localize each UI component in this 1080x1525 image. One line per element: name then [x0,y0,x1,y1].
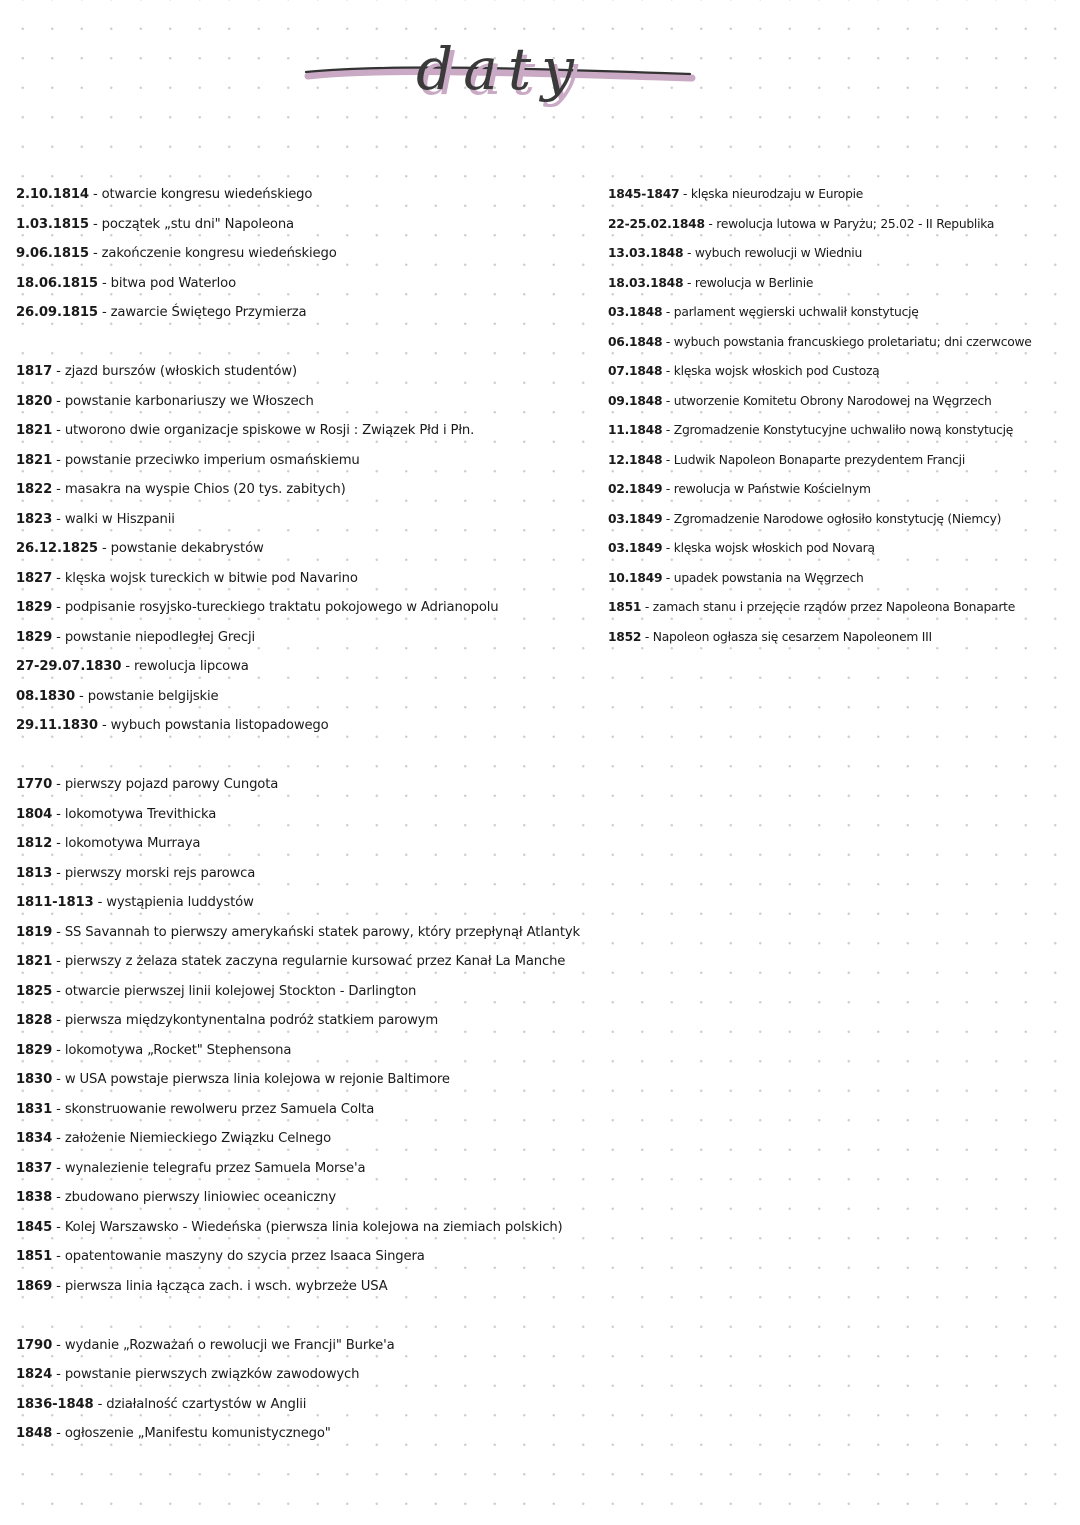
entry-text: wynalezienie telegrafu przez Samuela Morse'a [64,1160,366,1176]
entry-date: 1821 [16,452,53,468]
timeline-entry: 1813 - pierwszy morski rejs parowca [16,865,256,881]
entry-date: 03.1849 [608,511,663,526]
entry-text: zjazd burszów (włoskich studentów) [64,364,297,379]
entry-date: 09.1848 [608,393,663,408]
entry-date: 1829 [16,600,53,615]
entry-text: powstanie przeciwko imperium osmańskiemu [64,452,360,468]
entry-date: 29.11.1830 [16,718,98,733]
timeline-entry: 1827 - klęska wojsk tureckich w bitwie pod Navarino [16,570,358,586]
entry-date: 1831 [16,1101,53,1117]
group-social-ideas [16,1331,656,1449]
entry-date: 10.1849 [608,570,663,585]
timeline-entry: 10.1849 - upadek powstania na Węgrzech [608,570,864,585]
timeline-entry: 1845 - Kolej Warszawsko - Wiedeńska (pierwsza linia kolejowa na ziemiach polskich) [16,1219,563,1235]
entry-text: Ludwik Napoleon Bonaparte prezydentem Francji [673,452,966,467]
entry-date: 1824 [16,1367,53,1382]
entry-text: pierwszy z żelaza statek zaczyna regularnie kursować przez Kanał La Manche [64,954,566,969]
timeline-entry: 18.06.1815 - bitwa pod Waterloo [16,275,236,291]
entry-date: 9.06.1815 [16,246,89,261]
entry-date: 1837 [16,1160,53,1176]
entry-date: 1836-1848 [16,1396,94,1412]
entry-text: SS Savannah to pierwszy amerykański statek parowy, który przepłynął Atlantyk [64,924,581,940]
entry-date: 03.1848 [608,305,663,319]
entry-date: 1812 [16,836,53,851]
entry-date: 13.03.1848 [608,246,684,260]
entry-text: otwarcie pierwszej linii kolejowej Stockton - Darlington [64,983,417,999]
entry-text: rewolucja w Berlinie [694,275,814,290]
entry-text: utworzenie Komitetu Obrony Narodowej na Węgrzech [673,393,992,408]
page-title: daty [416,35,584,103]
group-revolutions-1817-1830 [16,357,656,741]
entry-date: 1827 [16,570,53,586]
timeline-entry: 1829 - powstanie niepodległej Grecji [16,629,255,645]
timeline-entry: 03.1849 - klęska wojsk włoskich pod Novarą [608,541,875,555]
entry-text: w USA powstaje pierwsza linia kolejowa w rejonie Baltimore [64,1072,450,1087]
entry-text: walki w Hiszpanii [64,511,175,527]
entry-text: masakra na wyspie Chios (20 tys. zabitych) [64,482,346,497]
entry-date: 07.1848 [608,364,663,378]
entry-date: 08.1830 [16,688,76,704]
entry-text: opatentowanie maszyny do szycia przez Isaaca Singera [64,1249,425,1264]
entry-text: pierwsza linia łącząca zach. i wsch. wybrzeże USA [64,1278,388,1294]
entry-text: lokomotywa Trevithicka [64,806,217,822]
entry-date: 26.09.1815 [16,305,98,320]
page-title-area [300,28,700,123]
timeline-entry: 1770 - pierwszy pojazd parowy Cungota [16,777,279,792]
entry-text: powstanie belgijskie [87,688,219,704]
timeline-entry: 1822 - masakra na wyspie Chios (20 tys. zabitych) [16,482,346,497]
entry-date: 1770 [16,777,53,792]
timeline-entry: 22-25.02.1848 - rewolucja lutowa w Paryżu; 25.02 - II Republika [608,216,995,231]
entry-text: wystąpienia luddystów [106,895,254,910]
timeline-entry: 1830 - w USA powstaje pierwsza linia kolejowa w rejonie Baltimore [16,1072,450,1087]
entry-date: 1852 [608,629,642,644]
entry-text: pierwszy morski rejs parowca [64,865,256,881]
entry-date: 03.1849 [608,541,663,555]
entry-date: 06.1848 [608,334,663,349]
timeline-entry: 1848 - ogłoszenie „Manifestu komunistycznego" [16,1426,331,1441]
entry-date: 1820 [16,393,53,409]
timeline-entry: 1790 - wydanie „Rozważań o rewolucji we Francji" Burke'a [16,1337,395,1353]
timeline-entry: 27-29.07.1830 - rewolucja lipcowa [16,659,249,674]
entry-text: rewolucja lutowa w Paryżu; 25.02 - II Republika [716,216,995,231]
entry-text: klęska nieurodzaju w Europie [690,187,864,201]
right-column [608,180,1068,652]
entry-date: 27-29.07.1830 [16,659,122,674]
entry-text: otwarcie kongresu wiedeńskiego [101,187,313,202]
entry-text: powstanie karbonariuszy we Włoszech [64,393,314,409]
timeline-entry: 1834 - założenie Niemieckiego Związku Celnego [16,1131,332,1146]
timeline-entry: 07.1848 - klęska wojsk włoskich pod Custozą [608,364,880,378]
timeline-entry: 1829 - lokomotywa „Rocket" Stephensona [16,1042,292,1058]
entry-text: rewolucja w Państwie Kościelnym [673,482,871,496]
timeline-entry: 1804 - lokomotywa Trevithicka [16,806,217,822]
entry-date: 2.10.1814 [16,187,89,202]
left-column [16,180,656,1449]
timeline-entry: 11.1848 - Zgromadzenie Konstytucyjne uchwaliło nową konstytucję [608,423,1014,437]
entry-date: 11.1848 [608,423,663,437]
entry-date: 1848 [16,1426,53,1441]
entry-text: utworono dwie organizacje spiskowe w Rosji : Związek Płd i Płn. [64,423,475,438]
entry-date: 1804 [16,806,53,822]
timeline-entry: 1811-1813 - wystąpienia luddystów [16,895,254,910]
timeline-entry: 1831 - skonstruowanie rewolweru przez Samuela Colta [16,1101,375,1117]
entry-text: powstanie dekabrystów [110,541,264,556]
timeline-entry: 1821 - powstanie przeciwko imperium osmańskiemu [16,452,360,468]
entry-text: działalność czartystów w Anglii [106,1396,307,1412]
entry-date: 1823 [16,511,53,527]
entry-date: 22-25.02.1848 [608,216,705,231]
entry-text: pierwsza międzykontynentalna podróż statkiem parowym [64,1013,439,1028]
entry-text: Napoleon ogłasza się cesarzem Napoleonem III [652,629,932,644]
entry-text: wybuch powstania listopadowego [110,718,329,733]
timeline-entry: 1823 - walki w Hiszpanii [16,511,175,527]
timeline-entry: 02.1849 - rewolucja w Państwie Kościelnym [608,482,871,496]
timeline-entry: 1819 - SS Savannah to pierwszy amerykański statek parowy, który przepłynął Atlantyk [16,924,581,940]
timeline-entry: 06.1848 - wybuch powstania francuskiego proletariatu; dni czerwcowe [608,334,1032,349]
entry-text: bitwa pod Waterloo [110,275,236,291]
timeline-entry: 1824 - powstanie pierwszych związków zawodowych [16,1367,360,1382]
timeline-entry: 1852 - Napoleon ogłasza się cesarzem Napoleonem III [608,629,932,644]
entry-text: rewolucja lipcowa [134,659,249,674]
timeline-entry: 9.06.1815 - zakończenie kongresu wiedeńskiego [16,246,337,261]
entry-date: 1845-1847 [608,187,680,201]
timeline-entry: 1821 - pierwszy z żelaza statek zaczyna regularnie kursować przez Kanał La Manche [16,954,566,969]
entry-date: 12.1848 [608,452,663,467]
entry-text: lokomotywa Murraya [64,836,201,851]
timeline-entry: 1851 - zamach stanu i przejęcie rządów przez Napoleona Bonaparte [608,600,1016,614]
timeline-entry: 1829 - podpisanie rosyjsko-tureckiego traktatu pokojowego w Adrianopolu [16,600,499,615]
entry-date: 1821 [16,423,53,438]
entry-text: parlament węgierski uchwalił konstytucję [673,305,919,319]
group-1815-congress [16,180,656,328]
timeline-entry: 12.1848 - Ludwik Napoleon Bonaparte prezydentem Francji [608,452,966,467]
timeline-entry: 1851 - opatentowanie maszyny do szycia przez Isaaca Singera [16,1249,425,1264]
timeline-entry: 08.1830 - powstanie belgijskie [16,688,219,704]
timeline-entry: 1837 - wynalezienie telegrafu przez Samuela Morse'a [16,1160,366,1176]
entry-date: 1828 [16,1013,53,1028]
timeline-entry: 09.1848 - utworzenie Komitetu Obrony Narodowej na Węgrzech [608,393,992,408]
entry-date: 1838 [16,1190,53,1205]
entry-text: zakończenie kongresu wiedeńskiego [101,246,337,261]
entry-date: 1821 [16,954,53,969]
entry-date: 1869 [16,1278,53,1294]
entry-date: 1851 [16,1249,53,1264]
spacer [16,328,656,358]
entry-text: lokomotywa „Rocket" Stephensona [64,1042,292,1058]
timeline-entry: 1828 - pierwsza międzykontynentalna podróż statkiem parowym [16,1013,439,1028]
entry-date: 18.06.1815 [16,275,98,291]
timeline-entry: 2.10.1814 - otwarcie kongresu wiedeńskiego [16,187,313,202]
entry-text: zbudowano pierwszy liniowiec oceaniczny [64,1190,336,1205]
timeline-entry: 1.03.1815 - początek „stu dni" Napoleona [16,216,294,232]
timeline-entry: 26.09.1815 - zawarcie Świętego Przymierza [16,305,307,320]
entry-text: ogłoszenie „Manifestu komunistycznego" [64,1426,331,1441]
entry-text: klęska wojsk włoskich pod Novarą [673,541,875,555]
entry-text: powstanie pierwszych związków zawodowych [64,1367,360,1382]
entry-date: 1822 [16,482,53,497]
timeline-entry: 1821 - utworono dwie organizacje spiskowe w Rosji : Związek Płd i Płn. [16,423,475,438]
entry-date: 1834 [16,1131,53,1146]
entry-text: upadek powstania na Węgrzech [673,570,864,585]
timeline-entry: 1845-1847 - klęska nieurodzaju w Europie [608,187,864,201]
timeline-entry: 1836-1848 - działalność czartystów w Anglii [16,1396,307,1412]
entry-text: pierwszy pojazd parowy Cungota [64,777,279,792]
timeline-entry: 03.1849 - Zgromadzenie Narodowe ogłosiło konstytucję (Niemcy) [608,511,1002,526]
entry-text: powstanie niepodległej Grecji [64,629,255,645]
timeline-entry: 1825 - otwarcie pierwszej linii kolejowej Stockton - Darlington [16,983,417,999]
entry-text: Kolej Warszawsko - Wiedeńska (pierwsza linia kolejowa na ziemiach polskich) [64,1219,563,1235]
entry-text: wydanie „Rozważań o rewolucji we Francji" Burke'a [64,1337,395,1353]
entry-text: klęska wojsk tureckich w bitwie pod Navarino [64,570,358,586]
entry-date: 1811-1813 [16,895,94,910]
timeline-entry: 29.11.1830 - wybuch powstania listopadowego [16,718,329,733]
entry-date: 1829 [16,1042,53,1058]
entry-text: podpisanie rosyjsko-tureckiego traktatu pokojowego w Adrianopolu [64,600,499,615]
entry-text: wybuch rewolucji w Wiedniu [694,246,862,260]
timeline-entry: 1820 - powstanie karbonariuszy we Włoszech [16,393,314,409]
timeline-entry: 18.03.1848 - rewolucja w Berlinie [608,275,814,290]
entry-text: założenie Niemieckiego Związku Celnego [64,1131,332,1146]
entry-date: 1845 [16,1219,53,1235]
entry-date: 02.1849 [608,482,663,496]
entry-date: 1825 [16,983,53,999]
entry-date: 1.03.1815 [16,216,89,232]
entry-date: 1830 [16,1072,53,1087]
entry-text: wybuch powstania francuskiego proletariatu; dni czerwcowe [673,334,1032,349]
entry-date: 18.03.1848 [608,275,684,290]
entry-text: zawarcie Świętego Przymierza [110,305,307,320]
entry-text: zamach stanu i przejęcie rządów przez Napoleona Bonaparte [652,600,1016,614]
entry-text: początek „stu dni" Napoleona [101,216,294,232]
entry-date: 1819 [16,924,53,940]
timeline-entry: 26.12.1825 - powstanie dekabrystów [16,541,264,556]
entry-date: 1813 [16,865,53,881]
spacer [16,741,656,771]
entry-date: 1829 [16,629,53,645]
timeline-entry: 1838 - zbudowano pierwszy liniowiec oceaniczny [16,1190,336,1205]
group-industrial-inventions [16,770,656,1301]
timeline-entry: 03.1848 - parlament węgierski uchwalił konstytucję [608,305,919,319]
timeline-entry: 1812 - lokomotywa Murraya [16,836,201,851]
timeline-entry: 1869 - pierwsza linia łącząca zach. i wsch. wybrzeże USA [16,1278,388,1294]
entry-date: 26.12.1825 [16,541,98,556]
timeline-entry: 13.03.1848 - wybuch rewolucji w Wiedniu [608,246,862,260]
spacer [16,1301,656,1331]
entry-date: 1851 [608,600,642,614]
entry-text: Zgromadzenie Konstytucyjne uchwaliło nową konstytucję [673,423,1014,437]
entry-text: klęska wojsk włoskich pod Custozą [673,364,880,378]
timeline-entry: 1817 - zjazd burszów (włoskich studentów) [16,364,297,379]
entry-text: Zgromadzenie Narodowe ogłosiło konstytucję (Niemcy) [673,511,1002,526]
entry-date: 1790 [16,1337,53,1353]
entry-text: skonstruowanie rewolweru przez Samuela Colta [64,1101,375,1117]
entry-date: 1817 [16,364,53,379]
